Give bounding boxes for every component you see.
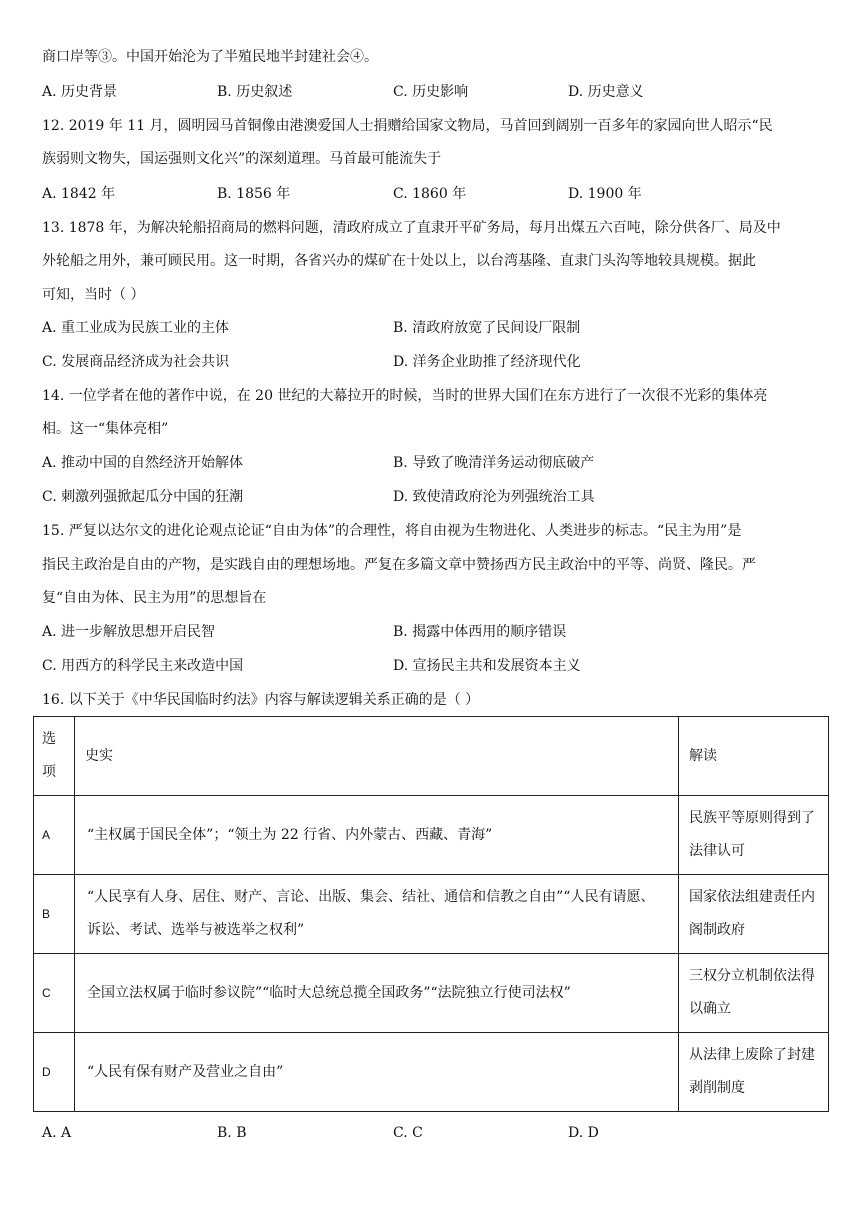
q15-option-a[interactable]: A. 进一步解放思想开启民智 <box>42 624 216 640</box>
q11-option-a[interactable]: A. 历史背景 <box>42 84 118 100</box>
row-reading: 民族平等原则得到了法律认可 <box>679 796 829 875</box>
q14-option-c[interactable]: C. 刺激列强掀起瓜分中国的狂潮 <box>42 489 244 505</box>
q15-stem-line: 复“自由为体、民主为用”的思想旨在 <box>42 590 267 606</box>
q14-option-b[interactable]: B. 导致了晚清洋务运动彻底破产 <box>393 455 595 471</box>
q12-stem-line: 12. 2019 年 11 月，圆明园马首铜像由港澳爱国人士捐赠给国家文物局，马首回到阔别一百多年的家园向世人昭示“民 <box>42 118 773 134</box>
q15-stem-line: 15. 严复以达尔文的进化论观点论证“自由为体”的合理性，将自由视为生物进化、人类进步的标志。“民主为用”是 <box>42 523 742 539</box>
table-row <box>34 875 829 954</box>
q13-stem-line: 可知，当时（ ） <box>42 287 145 303</box>
row-label: A <box>34 796 75 875</box>
table-row <box>34 1033 829 1112</box>
q11-option-d[interactable]: D. 历史意义 <box>568 84 644 100</box>
q16-option-b[interactable]: B. B <box>217 1125 247 1141</box>
q14-stem-line: 14. 一位学者在他的著作中说，在 20 世纪的大幕拉开的时候，当时的世界大国们在东方进行了一次很不光彩的集体亮 <box>42 388 768 404</box>
intro-line: 商口岸等③。中国开始沦为了半殖民地半封建社会④。 <box>42 49 378 65</box>
q13-option-c[interactable]: C. 发展商品经济成为社会共识 <box>42 354 230 370</box>
table-row <box>34 954 829 1033</box>
q15-stem-line: 指民主政治是自由的产物，是实践自由的理想场地。严复在多篇文章中赞扬西方民主政治中的平等、尚贤、隆民。严 <box>42 557 756 573</box>
q15-options-row2 <box>42 656 822 676</box>
q14-option-a[interactable]: A. 推动中国的自然经济开始解体 <box>42 455 244 471</box>
q16-option-c[interactable]: C. C <box>393 1125 423 1141</box>
q12-options <box>42 184 822 204</box>
q14-option-d[interactable]: D. 致使清政府沦为列强统治工具 <box>393 489 595 505</box>
q12-option-d[interactable]: D. 1900 年 <box>568 186 642 202</box>
header-option: 选项 <box>34 717 75 796</box>
q13-option-b[interactable]: B. 清政府放宽了民间设厂限制 <box>393 320 581 336</box>
q11-option-b[interactable]: B. 历史叙述 <box>217 84 293 100</box>
table-row <box>34 796 829 875</box>
table-header-row <box>34 717 829 796</box>
row-reading: 国家依法组建责任内阁制政府 <box>679 875 829 954</box>
q12-option-b[interactable]: B. 1856 年 <box>217 186 291 202</box>
q12-option-a[interactable]: A. 1842 年 <box>42 186 116 202</box>
q16-option-d[interactable]: D. D <box>568 1125 599 1141</box>
q15-option-d[interactable]: D. 宣扬民主共和发展资本主义 <box>393 658 581 674</box>
q15-options-row1 <box>42 622 822 642</box>
q13-stem-line: 13. 1878 年，为解决轮船招商局的燃料问题，清政府成立了直隶开平矿务局，每月出煤五六百吨，除分供各厂、局及中 <box>42 220 781 236</box>
q13-option-d[interactable]: D. 洋务企业助推了经济现代化 <box>393 354 581 370</box>
q13-option-a[interactable]: A. 重工业成为民族工业的主体 <box>42 320 230 336</box>
row-reading: 从法律上废除了封建剥削制度 <box>679 1033 829 1112</box>
row-fact: 全国立法权属于临时参议院”“临时大总统总揽全国政务”“法院独立行使司法权” <box>75 954 679 1033</box>
row-label: B <box>34 875 75 954</box>
row-fact: “人民有保有财产及营业之自由” <box>75 1033 679 1112</box>
header-reading: 解读 <box>679 717 829 796</box>
q16-options <box>42 1123 822 1143</box>
q16-option-a[interactable]: A. A <box>42 1125 72 1141</box>
q14-stem-line: 相。这一“集体亮相” <box>42 421 169 437</box>
q16-stem: 16. 以下关于《中华民国临时约法》内容与解读逻辑关系正确的是（ ） <box>42 692 480 708</box>
row-reading: 三权分立机制依法得以确立 <box>679 954 829 1033</box>
q12-option-c[interactable]: C. 1860 年 <box>393 186 467 202</box>
header-fact: 史实 <box>75 717 679 796</box>
q11-option-c[interactable]: C. 历史影响 <box>393 84 469 100</box>
q13-stem-line: 外轮船之用外，兼可顾民用。这一时期，各省兴办的煤矿在十处以上，以台湾基隆、直隶门头沟等地较具规模。据此 <box>42 253 756 269</box>
q16-table <box>33 716 829 1112</box>
q11-options <box>42 82 822 102</box>
row-label: D <box>34 1033 75 1112</box>
q14-options-row2 <box>42 487 822 507</box>
q14-options-row1 <box>42 453 822 473</box>
q13-options-row1 <box>42 318 822 338</box>
q13-options-row2 <box>42 352 822 372</box>
row-fact: “主权属于国民全体”；“领土为 22 行省、内外蒙古、西藏、青海” <box>75 796 679 875</box>
row-fact: “人民享有人身、居住、财产、言论、出版、集会、结社、通信和信教之自由”“人民有请愿、诉讼、考试、选举与被选举之权利” <box>75 875 679 954</box>
row-label: C <box>34 954 75 1033</box>
q15-option-b[interactable]: B. 揭露中体西用的顺序错误 <box>393 624 567 640</box>
q15-option-c[interactable]: C. 用西方的科学民主来改造中国 <box>42 658 244 674</box>
q12-stem-line: 族弱则文物失，国运强则文化兴”的深刻道理。马首最可能流失于 <box>42 151 442 167</box>
